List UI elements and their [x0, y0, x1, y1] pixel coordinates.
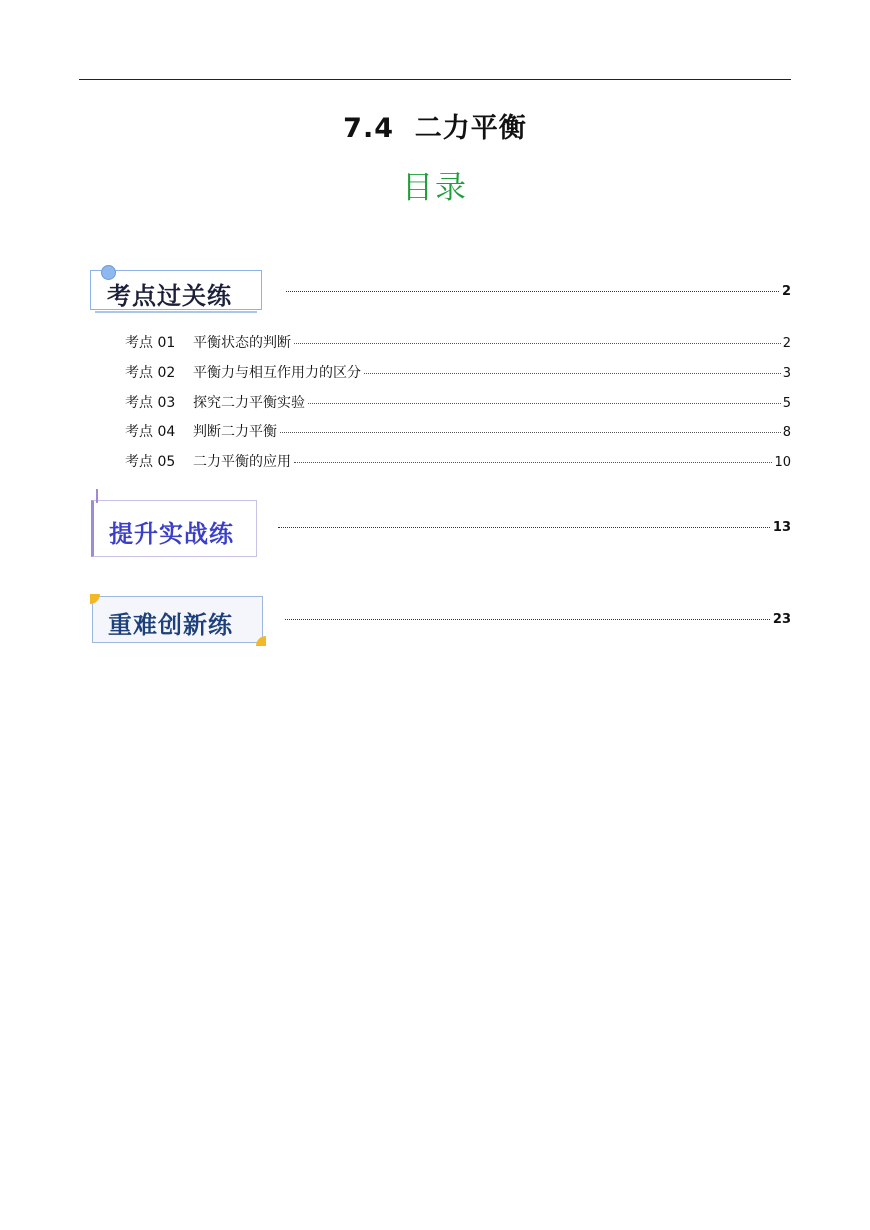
dot-leader: [294, 462, 772, 463]
dot-leader: [294, 343, 781, 344]
toc-entry[interactable]: [125, 362, 791, 382]
toc-entry[interactable]: [125, 332, 791, 352]
entry-label: 二力平衡的应用: [193, 454, 291, 470]
section-label: 重难创新练: [108, 611, 233, 639]
dot-leader: [364, 373, 781, 374]
section-banner-kaodian[interactable]: [90, 270, 262, 310]
page-number: 5: [782, 396, 791, 411]
corner-accent-icon: [90, 594, 100, 604]
toc-heading: 目录: [402, 170, 468, 206]
document-title: 7.4 二力平衡: [343, 113, 527, 144]
page-number: 8: [782, 425, 791, 440]
entry-label: 探究二力平衡实验: [193, 395, 305, 411]
page-number: 23: [772, 612, 791, 627]
page-number: 2: [781, 284, 791, 299]
dot-leader: [308, 403, 781, 404]
section-banner-tisheng[interactable]: [91, 500, 257, 557]
corner-accent-icon: [256, 636, 266, 646]
toc-entry[interactable]: [125, 392, 791, 412]
toc-entry[interactable]: [125, 421, 791, 441]
section-label: 考点过关练: [107, 282, 232, 310]
page-number: 2: [782, 336, 791, 351]
entry-code: 考点 04: [125, 424, 176, 440]
entry-code: 考点 01: [125, 335, 176, 351]
section-label: 提升实战练: [109, 520, 234, 548]
dot-leader: [285, 619, 770, 620]
entry-label: 平衡力与相互作用力的区分: [193, 365, 361, 381]
entry-label: 判断二力平衡: [193, 424, 277, 440]
entry-label: 平衡状态的判断: [193, 335, 291, 351]
section-banner-zhongnan[interactable]: [92, 596, 263, 643]
dot-leader: [278, 527, 770, 528]
toc-section-row[interactable]: [283, 284, 791, 299]
entry-code: 考点 03: [125, 395, 176, 411]
entry-code: 考点 02: [125, 365, 176, 381]
entry-code: 考点 05: [125, 454, 176, 470]
page-number: 13: [772, 520, 791, 535]
toc-section-row[interactable]: [282, 612, 791, 627]
accent-tick-icon: [96, 489, 98, 503]
dot-leader: [286, 291, 779, 292]
banner-underline: [95, 311, 257, 313]
page-number: 10: [774, 455, 791, 470]
dot-leader: [280, 432, 781, 433]
header-rule: [79, 79, 791, 80]
toc-section-row[interactable]: [275, 520, 791, 535]
toc-entry[interactable]: [125, 451, 791, 471]
page-number: 3: [782, 366, 791, 381]
